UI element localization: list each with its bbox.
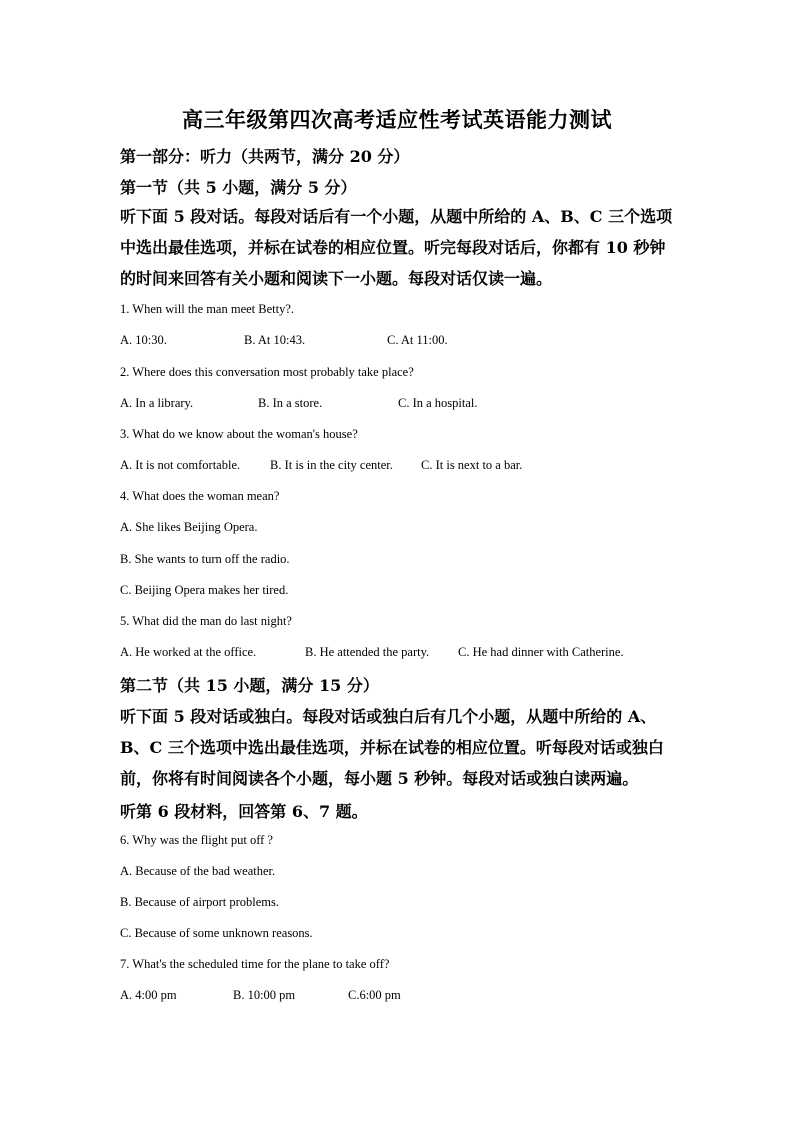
question-stem: 1. When will the man meet Betty?.	[120, 302, 295, 316]
option-a: A. Because of the bad weather.	[120, 864, 276, 878]
option-a: A. It is not comfortable.	[120, 458, 241, 472]
question-stem: 7. What's the scheduled time for the plane to take off?	[120, 957, 390, 971]
option-c: C.6:00 pm	[348, 988, 401, 1002]
section2-instructions: 听下面 5 段对话或独白。每段对话或独白后有几个小题，从题中所给的 A、B、C 三个选项中选出最佳选项，并标在试卷的相应位置。听每段对话或独白前，你将有时间阅读各个小题，每小题 5 秒钟。每段对话或独白读两遍。	[120, 707, 664, 788]
question-stem: 3. What do we know about the woman's house?	[120, 427, 358, 441]
option-c: C. Beijing Opera makes her tired.	[120, 583, 289, 597]
option-c: C. In a hospital.	[398, 396, 478, 410]
material-note: 听第 6 段材料，回答第 6、7 题。	[120, 802, 368, 821]
option-b: B. Because of airport problems.	[120, 895, 279, 909]
option-a: A. 4:00 pm	[120, 988, 177, 1002]
section1-instructions: 听下面 5 段对话。每段对话后有一个小题，从题中所给的 A、B、C 三个选项中选出最佳选项，并标在试卷的相应位置。听完每段对话后，你都有 10 秒钟的时间来回答有关小题和阅读下一小题。每段对话仅读一遍。	[120, 207, 673, 288]
option-b: B. 10:00 pm	[233, 988, 296, 1002]
option-b: B. At 10:43.	[244, 333, 306, 347]
option-b: B. He attended the party.	[305, 645, 430, 659]
option-b: B. It is in the city center.	[270, 458, 393, 472]
option-a: A. He worked at the office.	[120, 645, 257, 659]
option-c: C. He had dinner with Catherine.	[458, 645, 624, 659]
question-stem: 2. Where does this conversation most probably take place?	[120, 365, 414, 379]
option-c: C. Because of some unknown reasons.	[120, 926, 313, 940]
option-c: C. It is next to a bar.	[421, 458, 523, 472]
part1-heading: 第一部分：听力（共两节，满分 20 分）	[120, 147, 410, 166]
option-a: A. 10:30.	[120, 333, 167, 347]
option-b: B. In a store.	[258, 396, 323, 410]
page-title: 高三年级第四次高考适应性考试英语能力测试	[182, 107, 612, 132]
question-stem: 6. Why was the flight put off ?	[120, 833, 273, 847]
option-a: A. She likes Beijing Opera.	[120, 520, 258, 534]
option-c: C. At 11:00.	[387, 333, 448, 347]
question-stem: 5. What did the man do last night?	[120, 614, 292, 628]
option-a: A. In a library.	[120, 396, 194, 410]
option-b: B. She wants to turn off the radio.	[120, 552, 290, 566]
section2-heading: 第二节（共 15 小题，满分 15 分）	[120, 676, 379, 695]
question-stem: 4. What does the woman mean?	[120, 489, 280, 503]
section1-heading: 第一节（共 5 小题，满分 5 分）	[120, 178, 357, 197]
